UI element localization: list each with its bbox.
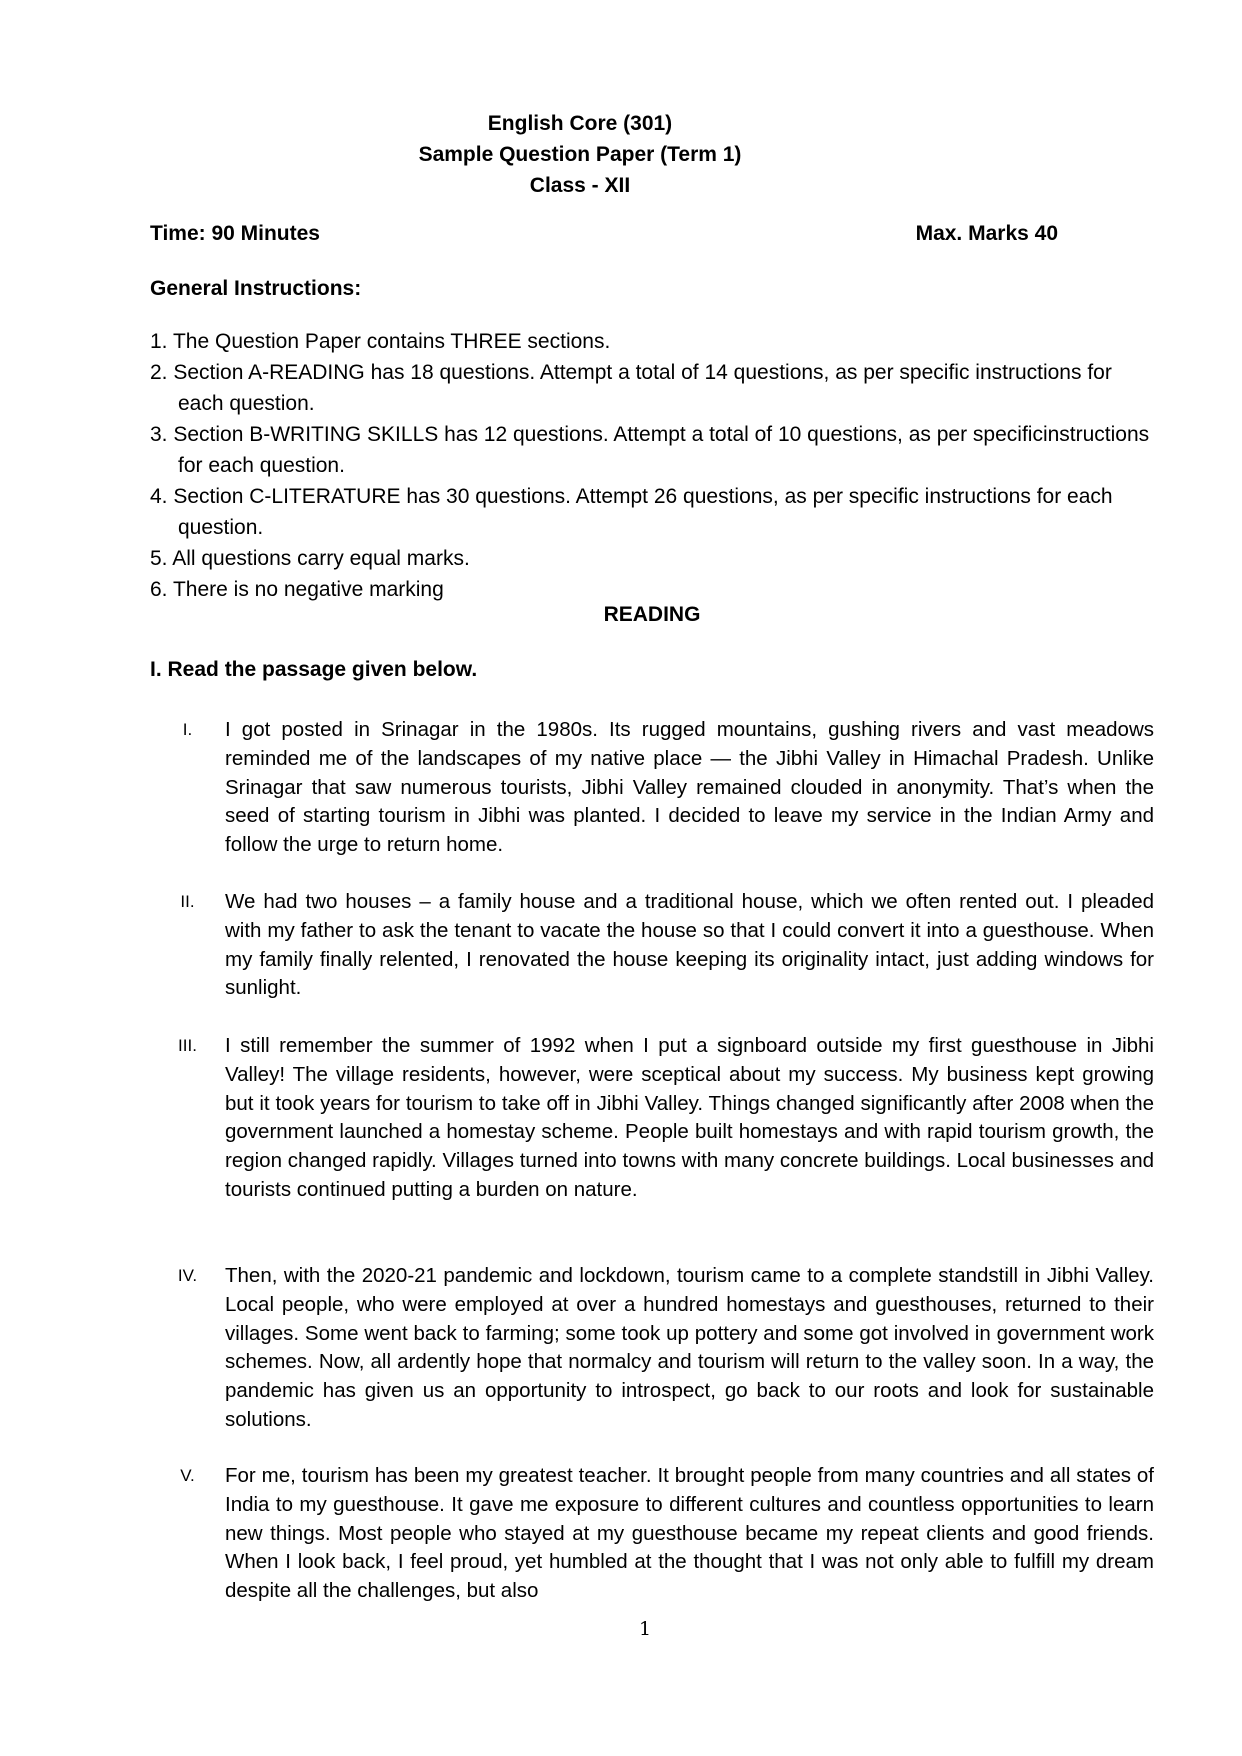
class-title: Class - XII [529, 174, 631, 197]
section-heading: READING [603, 603, 701, 626]
instruction-item: 1. The Question Paper contains THREE sections. [150, 330, 611, 353]
question-heading: I. Read the passage given below. [150, 658, 478, 681]
paragraph-text: We had two houses – a family house and a traditional house, which we often rented out. I pleaded with my father to ask the tenant to vacate the house so that I could convert it into a guesthouse. When my family finally relented, I renovated the house keeping its originality intact, just adding windows for sunlight. [225, 890, 1154, 1000]
time-label: Time: 90 Minutes [150, 222, 320, 245]
passage-paragraph [150, 1262, 1154, 1435]
paragraph-number: V. [180, 1466, 195, 1485]
paragraph-number: IV. [177, 1266, 198, 1285]
meta-row [150, 222, 1058, 246]
instructions-list [150, 326, 1160, 605]
paragraph-text: I still remember the summer of 1992 when I put a signboard outside my first guesthouse in Jibhi Valley! The village residents, however, were sceptical about my success. My business kept growing but it took years for tourism to take off in Jibhi Valley. Things changed significantly after 2008 when the government launched a homestay scheme. People built homestays and with rapid tourism growth, the region changed rapidly. Villages turned into towns with many concrete buildings. Local businesses and tourists continued putting a burden on nature. [225, 1034, 1154, 1201]
paper-title: Sample Question Paper (Term 1) [418, 143, 742, 166]
paragraph-text: Then, with the 2020-21 pandemic and lockdown, tourism came to a complete standstill in Jibhi Valley. Local people, who were employed at over a hundred homestays and guesthouses, returned to their villages. Some went back to farming; some took up pottery and some got involved in government work schemes. Now, all ardently hope that normalcy and tourism will return to the valley soon. In a way, the pandemic has given us an opportunity to introspect, go back to our roots and look for sustainable solutions. [225, 1264, 1154, 1431]
max-marks-label: Max. Marks 40 [915, 222, 1058, 245]
page-number: 1 [638, 1618, 652, 1640]
passage-paragraph [150, 716, 1154, 860]
instruction-item: 2. Section A-READING has 18 questions. Attempt a total of 14 questions, as per specific instructions for each question. [150, 361, 1112, 415]
instruction-item: 5. All questions carry equal marks. [150, 547, 470, 570]
instruction-item: 6. There is no negative marking [150, 578, 444, 601]
passage-paragraph [150, 1462, 1154, 1606]
title-block [0, 108, 1160, 201]
instruction-item: 3. Section B-WRITING SKILLS has 12 questions. Attempt a total of 10 questions, as per specificinstructions for each question. [150, 423, 1150, 477]
passage-paragraph [150, 888, 1154, 1003]
paragraph-number: II. [180, 892, 195, 911]
paragraph-number: I. [182, 720, 193, 739]
passage-paragraph [150, 1032, 1154, 1205]
paragraph-text: I got posted in Srinagar in the 1980s. Its rugged mountains, gushing rivers and vast meadows reminded me of the landscapes of my native place — the Jibhi Valley in Himachal Pradesh. Unlike Srinagar that saw numerous tourists, Jibhi Valley remained clouded in anonymity. That’s when the seed of starting tourism in Jibhi was planted. I decided to leave my service in the Indian Army and follow the urge to return home. [225, 718, 1154, 857]
subject-title: English Core (301) [487, 112, 673, 135]
instruction-item: 4. Section C-LITERATURE has 30 questions. Attempt 26 questions, as per specific instructions for each question. [150, 485, 1113, 539]
paragraph-text: For me, tourism has been my greatest teacher. It brought people from many countries and all states of India to my guesthouse. It gave me exposure to different cultures and countless opportunities to learn new things. Most people who stayed at my guesthouse became my repeat clients and good friends. When I look back, I feel proud, yet humbled at the thought that I was not only able to fulfill my dream despite all the challenges, but also [225, 1464, 1154, 1603]
paragraph-number: III. [178, 1036, 197, 1055]
general-instructions-heading: General Instructions: [150, 277, 362, 300]
